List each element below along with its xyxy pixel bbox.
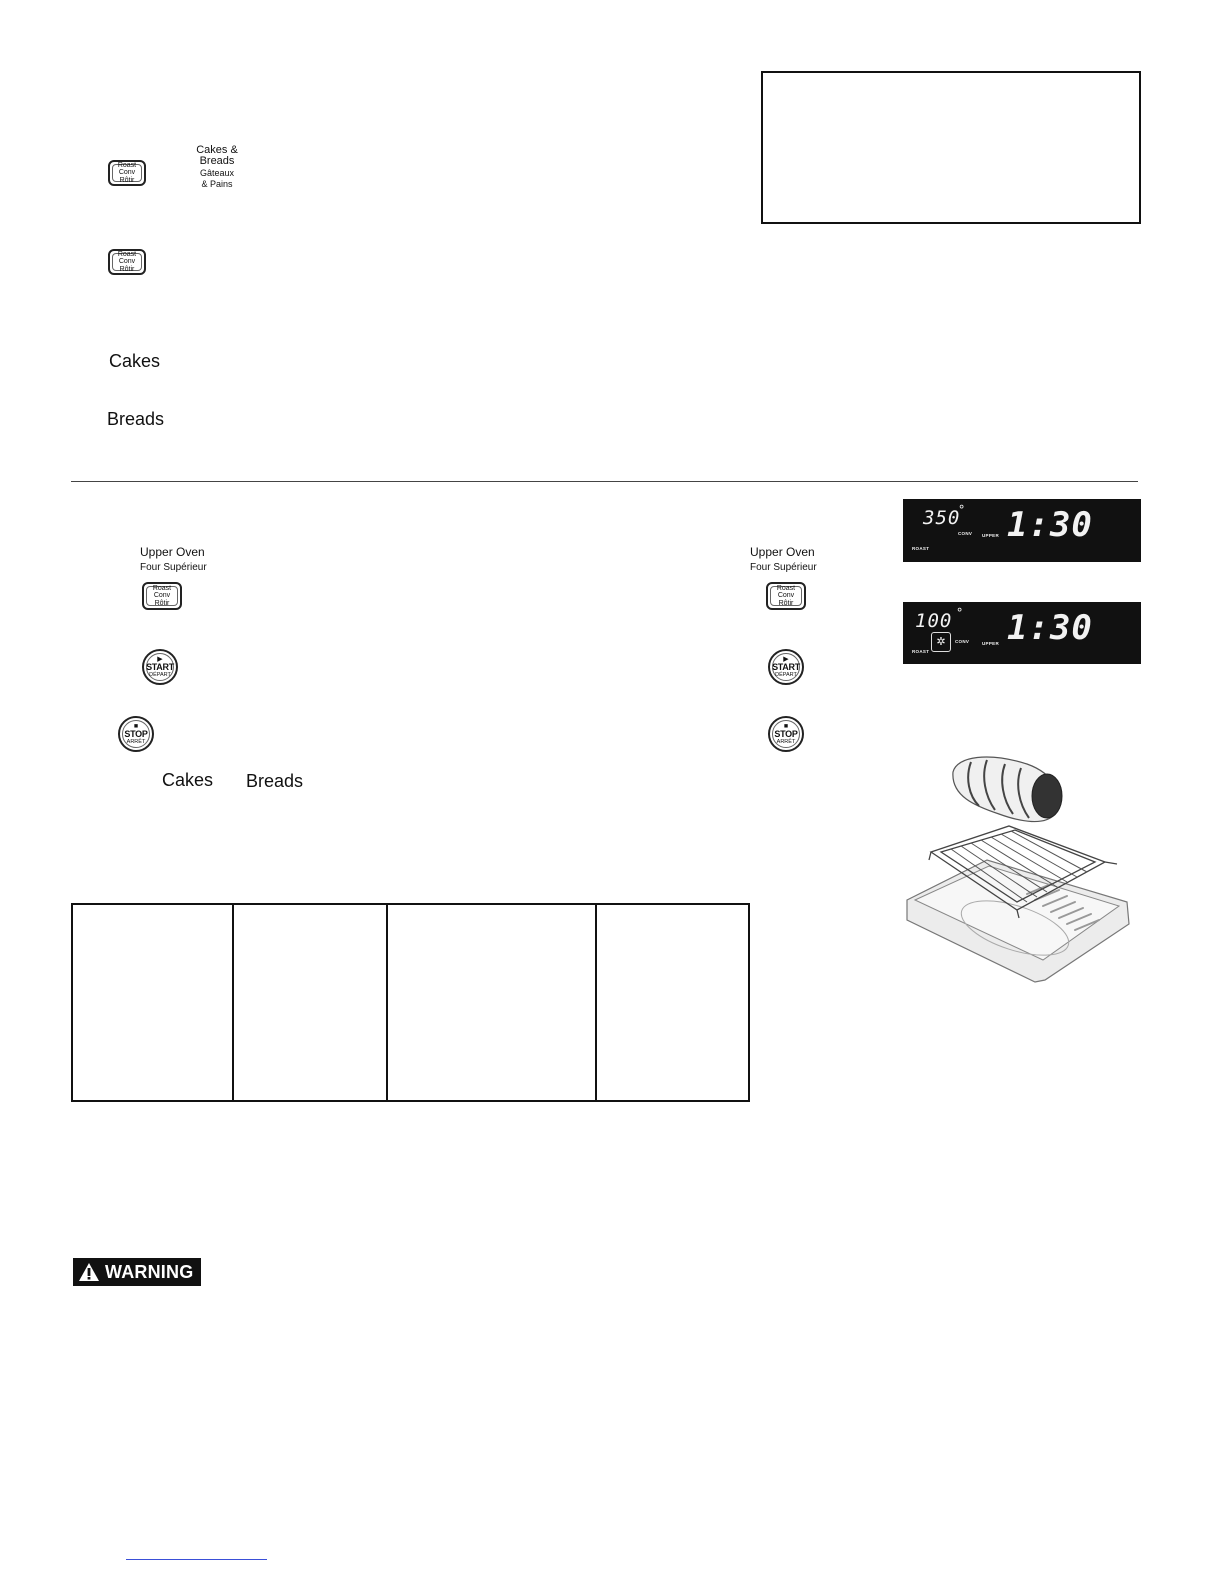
note-box: [761, 71, 1141, 224]
display-conv-indicator: CONV: [955, 639, 970, 644]
oven-display: [903, 499, 1141, 562]
roast-conv-key[interactable]: [142, 582, 182, 610]
roast-conv-key-line-2: Conv: [153, 592, 171, 600]
display-degree-symbol: °: [956, 606, 965, 620]
roast-conv-key[interactable]: [108, 249, 146, 275]
cakes-breads-line-1: Cakes &: [196, 144, 238, 156]
oven-display: [903, 602, 1141, 664]
fan-icon: ✲: [931, 632, 951, 652]
breads-option-label: Breads: [107, 409, 165, 429]
warning-badge: [73, 1258, 201, 1286]
display-degree-symbol: °: [958, 503, 967, 517]
start-key[interactable]: [142, 649, 178, 685]
roast-conv-key-line-1: Roast: [152, 584, 172, 592]
display-upper-indicator: UPPER: [982, 641, 1000, 646]
roast-conv-key-line-3: Rôtir: [119, 265, 135, 273]
start-key-sublabel: DÉPART: [149, 672, 171, 678]
roast-conv-key-line-3: Rôtir: [154, 599, 170, 607]
stop-key-sublabel: ARRÊT: [126, 739, 146, 745]
roast-conv-key-line-2: Conv: [777, 592, 795, 600]
stop-square-icon: ■: [133, 723, 139, 730]
roast-conv-key-line-3: Rôtir: [778, 599, 794, 607]
display-temperature: 350: [923, 507, 961, 529]
cakes-option-label: Cakes: [109, 351, 161, 371]
section-divider: [71, 481, 1138, 482]
display-temperature: 100: [915, 610, 953, 632]
table-column: [388, 905, 597, 1100]
display-conv-indicator: CONV: [958, 531, 973, 536]
roast-conv-key[interactable]: [766, 582, 806, 610]
footer-link-underline[interactable]: [126, 1559, 267, 1560]
table-column: [73, 905, 234, 1100]
roast-conv-key-line-3: Rôtir: [119, 176, 135, 184]
stop-key-label: STOP: [124, 729, 148, 739]
display-roast-indicator: ROAST: [912, 546, 930, 551]
display-timer: 1:30: [1007, 608, 1093, 648]
cakes-breads-line-4: & Pains: [201, 179, 233, 189]
upper-oven-label: Upper Oven: [140, 545, 205, 559]
warning-label: WARNING: [105, 1261, 194, 1282]
cakes-breads-line-2: Breads: [199, 155, 235, 167]
four-superieur-label: Four Supérieur: [140, 562, 207, 573]
display-roast-indicator: ROAST: [912, 649, 930, 654]
start-key-label: START: [772, 662, 800, 672]
roast-conv-key[interactable]: [108, 160, 146, 186]
warning-triangle-icon: [78, 1262, 100, 1282]
roast-conv-key-line-1: Roast: [117, 161, 137, 169]
upper-oven-label: Upper Oven: [750, 545, 815, 559]
play-icon: ▶: [157, 656, 163, 663]
cakes-breads-key-label[interactable]: [188, 145, 246, 190]
roast-conv-key-line-2: Conv: [118, 258, 136, 266]
play-icon: ▶: [783, 656, 789, 663]
start-key-label: START: [146, 662, 174, 672]
cooking-table: [71, 903, 750, 1102]
roast-conv-key-line-1: Roast: [776, 584, 796, 592]
start-key-sublabel: DÉPART: [775, 672, 797, 678]
display-timer: 1:30: [1007, 505, 1093, 545]
stop-square-icon: ■: [783, 723, 789, 730]
cakes-breads-line-3: Gâteaux: [199, 168, 235, 178]
four-superieur-label: Four Supérieur: [750, 562, 817, 573]
display-upper-indicator: UPPER: [982, 533, 1000, 538]
stop-key-sublabel: ARRÊT: [776, 739, 796, 745]
table-column: [597, 905, 748, 1100]
breads-option-label: Breads: [246, 771, 304, 791]
cakes-option-label: Cakes: [162, 770, 214, 790]
stop-key[interactable]: [118, 716, 154, 752]
roast-conv-key-line-1: Roast: [117, 250, 137, 258]
stop-key-label: STOP: [774, 729, 798, 739]
start-key[interactable]: [768, 649, 804, 685]
roast-conv-key-line-2: Conv: [118, 169, 136, 177]
stop-key[interactable]: [768, 716, 804, 752]
table-column: [234, 905, 388, 1100]
roast-rack-pan-illustration: [895, 752, 1140, 990]
